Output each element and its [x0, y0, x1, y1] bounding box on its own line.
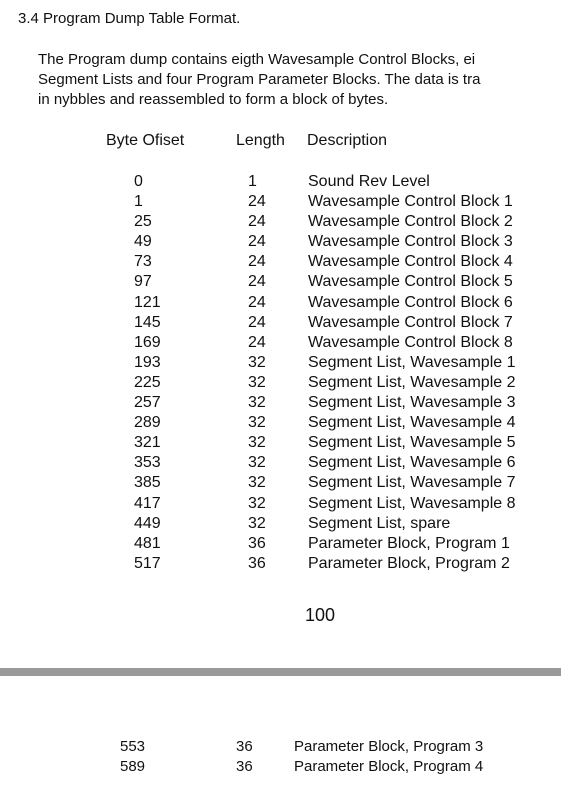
table-row	[0, 554, 561, 574]
byte-offset-cell: 49	[134, 233, 152, 251]
byte-offset-cell: 481	[134, 534, 161, 552]
table-row	[0, 413, 561, 433]
table-row	[0, 192, 561, 212]
description-cell: Wavesample Control Block 1	[308, 193, 513, 211]
byte-offset-cell: 353	[134, 454, 161, 472]
length-cell: 32	[248, 494, 266, 512]
description-cell: Wavesample Control Block 8	[308, 333, 513, 351]
description-cell: Segment List, spare	[308, 514, 451, 532]
description-cell: Parameter Block, Program 3	[294, 738, 484, 755]
description-cell: Wavesample Control Block 4	[308, 253, 513, 271]
table-row	[0, 737, 561, 757]
table-row	[0, 373, 561, 393]
length-cell: 36	[236, 758, 253, 775]
byte-offset-cell: 589	[120, 758, 146, 775]
intro-line: Segment Lists and four Program Parameter Blocks. The data is tra	[38, 71, 481, 88]
table-row	[0, 393, 561, 413]
length-cell: 36	[248, 554, 266, 572]
table-row	[0, 534, 561, 554]
byte-offset-cell: 449	[134, 514, 161, 532]
byte-offset-cell: 73	[134, 253, 152, 271]
description-cell: Segment List, Wavesample 2	[308, 373, 516, 391]
length-cell: 24	[248, 293, 266, 311]
byte-offset-cell: 417	[134, 494, 161, 512]
description-cell: Segment List, Wavesample 5	[308, 434, 516, 452]
description-cell: Parameter Block, Program 4	[294, 758, 484, 775]
intro-line: in nybbles and reassembled to form a block of bytes.	[38, 91, 389, 108]
byte-offset-cell: 385	[134, 474, 161, 492]
length-cell: 24	[248, 273, 266, 291]
description-cell: Sound Rev Level	[308, 173, 430, 190]
table-row	[0, 494, 561, 514]
description-cell: Wavesample Control Block 2	[308, 213, 513, 231]
byte-offset-cell: 169	[134, 333, 161, 351]
intro-line: The Program dump contains eigth Wavesample Control Blocks, ei	[38, 51, 476, 68]
description-cell: Parameter Block, Program 1	[308, 534, 510, 552]
length-cell: 32	[248, 414, 266, 432]
length-cell: 32	[248, 454, 266, 472]
byte-offset-cell: 225	[134, 373, 161, 391]
table-row	[0, 212, 561, 232]
byte-offset-cell: 145	[134, 313, 161, 331]
table-row	[0, 514, 561, 534]
length-cell: 36	[248, 534, 266, 552]
description-cell: Segment List, Wavesample 3	[308, 394, 516, 412]
table-row	[0, 313, 561, 333]
description-cell: Wavesample Control Block 5	[308, 273, 513, 291]
section-heading: 3.4 Program Dump Table Format.	[18, 10, 241, 27]
description-cell: Segment List, Wavesample 8	[308, 494, 516, 512]
table-row	[0, 473, 561, 493]
length-cell: 32	[248, 353, 266, 371]
description-cell: Wavesample Control Block 7	[308, 313, 513, 331]
length-cell: 24	[248, 253, 266, 271]
table-row	[0, 433, 561, 453]
table-row	[0, 232, 561, 252]
length-cell: 32	[248, 474, 266, 492]
table-row	[0, 757, 561, 777]
dump-table	[0, 172, 561, 574]
byte-offset-cell: 97	[134, 273, 152, 291]
length-cell: 32	[248, 373, 266, 391]
table-row	[0, 453, 561, 473]
byte-offset-cell: 257	[134, 394, 161, 412]
description-cell: Segment List, Wavesample 1	[308, 353, 516, 371]
byte-offset-cell: 517	[134, 554, 161, 572]
byte-offset-cell: 0	[134, 173, 143, 190]
description-cell: Wavesample Control Block 6	[308, 293, 513, 311]
column-header-byte-offset: Byte Ofiset	[106, 132, 185, 149]
intro-paragraph	[38, 50, 480, 110]
description-cell: Segment List, Wavesample 4	[308, 414, 516, 432]
table-row	[0, 333, 561, 353]
byte-offset-cell: 121	[134, 293, 161, 311]
byte-offset-cell: 25	[134, 213, 152, 231]
length-cell: 1	[248, 173, 257, 190]
table-row	[0, 272, 561, 292]
column-header-length: Length	[236, 132, 285, 149]
table-row	[0, 293, 561, 313]
description-cell: Segment List, Wavesample 7	[308, 474, 516, 492]
description-cell: Wavesample Control Block 3	[308, 233, 513, 251]
length-cell: 24	[248, 333, 266, 351]
description-cell: Parameter Block, Program 2	[308, 554, 510, 572]
page-number: 100	[305, 605, 336, 625]
byte-offset-cell: 289	[134, 414, 161, 432]
table-row	[0, 172, 561, 192]
table-row	[0, 252, 561, 272]
length-cell: 32	[248, 514, 266, 532]
byte-offset-cell: 193	[134, 353, 161, 371]
length-cell: 36	[236, 738, 253, 755]
length-cell: 24	[248, 193, 266, 211]
dump-table-continued	[0, 737, 561, 777]
column-header-description: Description	[307, 132, 388, 149]
length-cell: 32	[248, 394, 266, 412]
length-cell: 24	[248, 233, 266, 251]
byte-offset-cell: 553	[120, 738, 146, 755]
length-cell: 24	[248, 213, 266, 231]
byte-offset-cell: 321	[134, 434, 161, 452]
byte-offset-cell: 1	[134, 193, 143, 211]
length-cell: 32	[248, 434, 266, 452]
table-row	[0, 353, 561, 373]
length-cell: 24	[248, 313, 266, 331]
description-cell: Segment List, Wavesample 6	[308, 454, 516, 472]
page-break-divider	[0, 668, 561, 676]
